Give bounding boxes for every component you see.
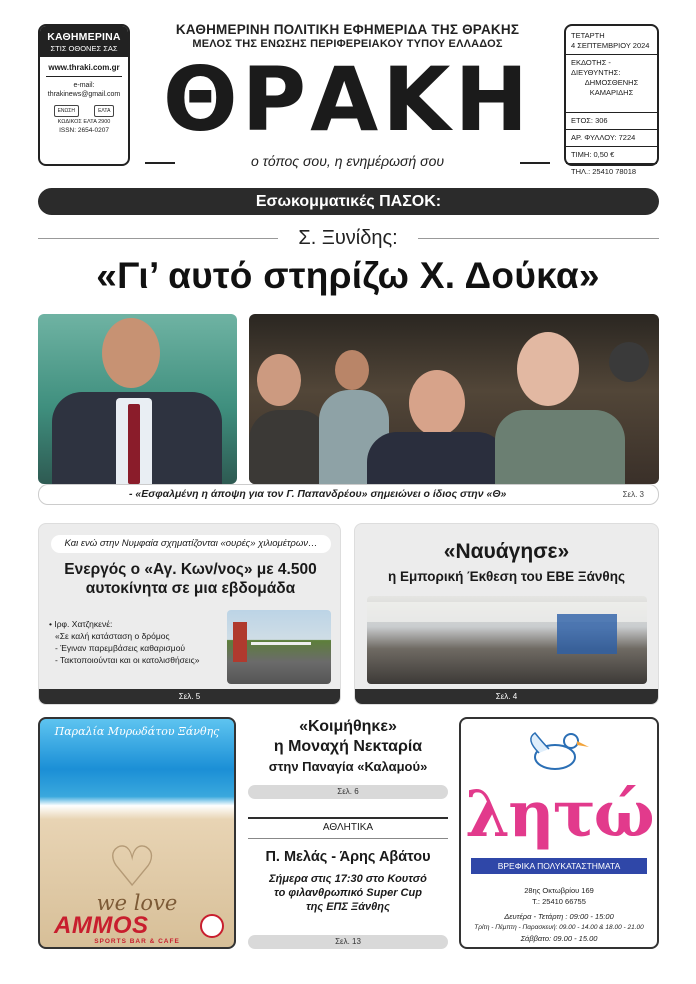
ad-category: ΒΡΕΦΙΚΑ ΠΟΛΥΚΑΤΑΣΤΗΜΑΤΑ — [471, 858, 647, 874]
nun-story-title[interactable] — [248, 717, 448, 757]
nun-story-page-ref: Σελ. 6 — [248, 785, 448, 799]
desc-line: Σήμερα στις 17:30 στο Κουτσό — [269, 873, 427, 885]
story-page-ref: Σελ. 5 — [39, 689, 340, 704]
bullet-line: • Ιρφ. Χατζηκενέ: — [49, 619, 113, 629]
bullet-line: - Τακτοποιούνται και οι κατολισθήσεις» — [55, 655, 200, 665]
story-bullets — [49, 618, 234, 666]
story-title-line: αυτοκίνητα σε μια εβδομάδα — [85, 580, 296, 597]
lead-subhead: Σ. Ξυνίδης: — [278, 227, 418, 250]
photo-body — [367, 432, 507, 484]
photo-body — [495, 410, 625, 484]
divider — [566, 146, 657, 147]
lead-caption[interactable] — [38, 484, 659, 505]
photo-body — [249, 410, 329, 484]
story-subtitle: η Εμπορική Έκθεση του ΕΒΕ Ξάνθης — [388, 569, 625, 584]
ad-phone: Τ.: 25410 66755 — [532, 897, 586, 906]
border-crossing-story[interactable] — [38, 523, 341, 705]
ad-hours: Δευτέρα - Τετάρτη : 09:00 - 15:00 — [504, 912, 614, 921]
trade-fair-photo — [367, 596, 647, 684]
match-page-ref: Σελ. 13 — [248, 935, 448, 949]
trade-fair-story[interactable] — [354, 523, 659, 705]
contact-phone: ΤΗΛ.: 25410 78018 — [571, 167, 637, 176]
bullet-line: - Έγιναν παρεμβάσεις καθαρισμού — [55, 643, 186, 653]
bullet-line: «Σε καλή κατάσταση ο δρόμος — [55, 631, 170, 641]
booth-shape — [233, 622, 247, 662]
ad-beach-name: Παραλία Μυρωδάτου Ξάνθης — [54, 725, 220, 738]
issue-date: 4 ΣΕΠΤΕΜΒΡΙΟΥ 2024 — [571, 41, 650, 50]
photo-head — [102, 318, 160, 388]
member-logos — [46, 105, 122, 117]
ad-brand: λητώ — [465, 777, 653, 852]
divider — [566, 163, 657, 164]
lead-headline[interactable]: «Γι’ αυτό στηρίζω Χ. Δούκα» — [96, 255, 600, 296]
sports-section-label: ΑΘΛΗΤΙΚΑ — [322, 822, 374, 833]
crowd-photo — [249, 314, 659, 484]
heart-icon: ♡ — [107, 835, 158, 898]
masthead-membership: ΜΕΛΟΣ ΤΗΣ ΕΝΩΣΗΣ ΠΕΡΙΦΕΡΕΙΑΚΟΥ ΤΥΠΟΥ ΕΛΛΑΔΟΣ — [192, 38, 503, 50]
divider — [566, 54, 657, 55]
newspaper-slogan: ο τόπος σου, η ενημέρωσή σου — [175, 153, 520, 169]
photo-head — [335, 350, 369, 390]
story-title: «Ναυάγησε» — [443, 540, 570, 563]
ad-brand: AMMOS — [54, 912, 149, 939]
email-label: e-mail: — [73, 82, 95, 89]
edition-info-subtitle: ΣΤΙΣ ΟΘΟΝΕΣ ΣΑΣ — [50, 44, 118, 53]
union-logo: ΕΝΩΣΗ — [54, 105, 79, 117]
publisher-last-name: ΚΑΜΑΡΙΔΗΣ — [589, 88, 634, 97]
ad-address: 28ης Οκτωβρίου 169 — [524, 886, 594, 895]
issue-day: ΤΕΤΑΡΤΗ — [571, 31, 605, 40]
divider — [566, 112, 657, 113]
lead-caption-text: - «Εσφαλμένη η άποψη για τον Γ. Παπανδρέου» σημειώνει ο ίδιος στην «Θ» — [129, 488, 507, 500]
issue-number: ΑΡ. ΦΥΛΛΟΥ: 7224 — [571, 133, 636, 142]
center-column — [248, 717, 448, 949]
desc-line: της ΕΠΣ Ξάνθης — [306, 901, 390, 913]
photo-head — [257, 354, 301, 406]
match-title[interactable]: Π. Μελάς - Άρης Αβάτου — [265, 849, 431, 865]
lito-advertisement[interactable] — [459, 717, 659, 949]
story-page-ref: Σελ. 4 — [355, 689, 658, 704]
story-kicker: Και ενώ στην Νυμφαία σχηματίζονται «ουρές» χιλιομέτρων… — [51, 535, 331, 553]
section-rule — [248, 817, 448, 819]
issue-year: ΕΤΟΣ: 306 — [571, 116, 608, 125]
ad-hours: Τρίτη - Πέμπτη - Παρασκευή: 09.00 - 14.00 & 18.00 - 21.00 — [474, 924, 644, 931]
title-line: η Μοναχή Νεκταρία — [273, 738, 423, 755]
story-title-line: Ενεργός ο «Αγ. Κων/νος» με 4.500 — [64, 561, 317, 578]
section-rule — [248, 838, 448, 839]
barrier-shape — [251, 642, 311, 645]
photo-head — [409, 370, 465, 436]
masthead-tagline: ΚΑΘΗΜΕΡΙΝΗ ΠΟΛΙΤΙΚΗ ΕΦΗΜΕΡΙΔΑ ΤΗΣ ΘΡΑΚΗΣ — [175, 22, 520, 37]
speaker-photo — [38, 314, 237, 484]
camera-icon — [609, 342, 649, 382]
ad-tagline: SPORTS BAR & CAFE — [94, 938, 180, 945]
issue-info-box — [564, 24, 659, 176]
newspaper-logo: ΘΡΑΚΗ — [162, 48, 533, 151]
photo-tie — [128, 404, 140, 484]
issue-price: ΤΙΜΗ: 0,50 € — [571, 150, 615, 159]
lead-page-ref: Σελ. 3 — [622, 490, 644, 499]
elta-logo: ΕΛΤΑ — [94, 105, 114, 117]
ad-contact-info — [461, 885, 657, 944]
ammos-advertisement[interactable] — [38, 717, 236, 949]
desc-line: το φιλανθρωπικό Super Cup — [274, 887, 422, 899]
postal-code: ΚΩΔΙΚΟΣ ΕΛΤΑ 2900 — [57, 119, 111, 125]
email-link[interactable]: thrakinews@gmail.com — [47, 91, 121, 98]
match-description — [248, 872, 448, 914]
border-crossing-photo — [227, 610, 331, 684]
edition-info-title: ΚΑΘΗΜΕΡΙΝΑ — [47, 31, 121, 43]
ad-hours: Σάββατο: 09.00 - 15.00 — [520, 934, 598, 943]
divider — [566, 129, 657, 130]
ad-slogan: we love — [96, 891, 178, 915]
nun-story-location: στην Παναγία «Καλαμού» — [268, 759, 428, 774]
divider — [46, 76, 122, 77]
photo-head — [517, 332, 579, 406]
issn: ISSN: 2654-0207 — [59, 127, 109, 134]
publisher-label: ΕΚΔΟΤΗΣ - ΔΙΕΥΘΥΝΤΗΣ: — [571, 58, 621, 77]
stand-shape — [557, 614, 617, 654]
story-title — [47, 560, 334, 598]
website-link[interactable]: www.thraki.com.gr — [48, 63, 120, 72]
title-line: «Κοιμήθηκε» — [299, 718, 397, 735]
edition-info-box — [38, 24, 130, 166]
publisher-first-name: ΔΗΜΟΣΘΕΝΗΣ — [584, 78, 639, 87]
edition-info-header — [40, 26, 128, 57]
lead-banner: Εσωκομματικές ΠΑΣΟΚ: — [38, 188, 659, 215]
volleyball-icon — [200, 914, 224, 938]
